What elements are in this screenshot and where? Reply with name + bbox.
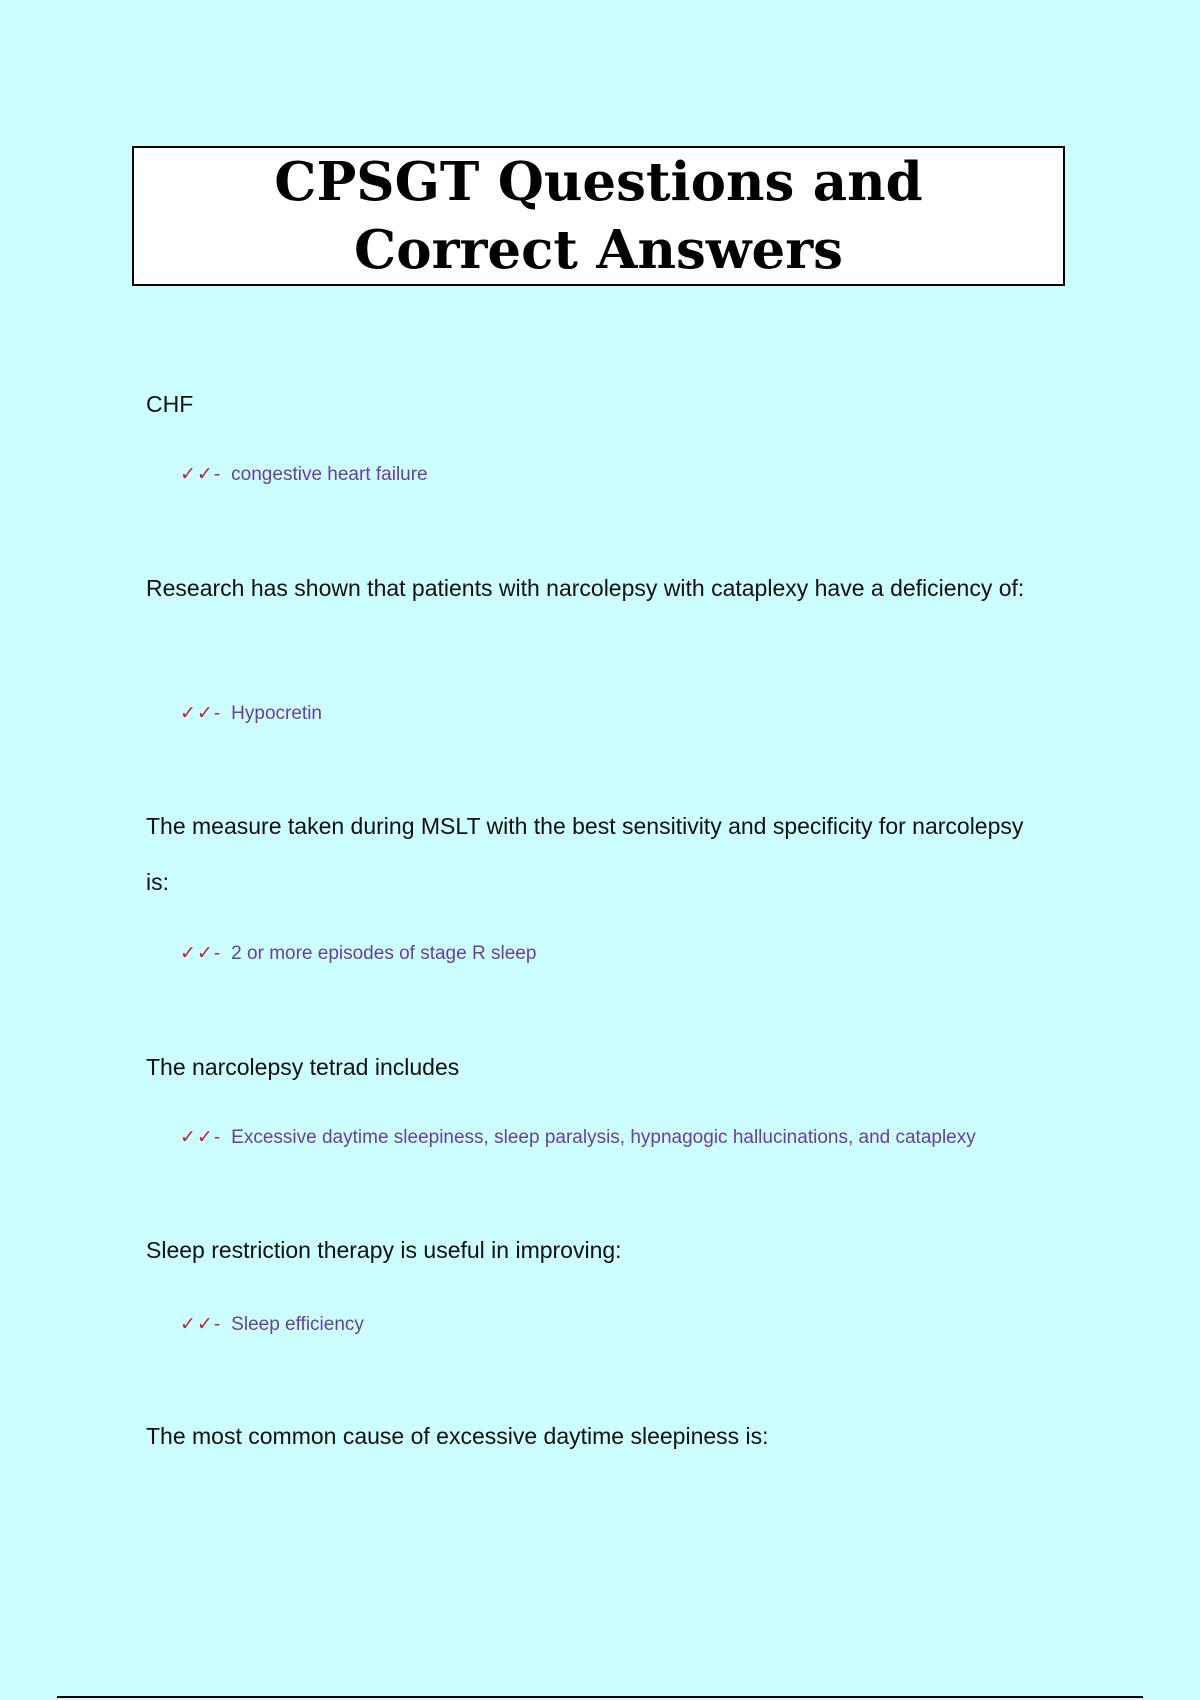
answer-line	[180, 1313, 364, 1336]
check-mark-icon: ✓✓-	[180, 464, 222, 485]
answer-line	[180, 463, 428, 486]
answer-line	[180, 1126, 976, 1149]
check-mark-icon: ✓✓-	[180, 703, 222, 724]
question-text: The measure taken during MSLT with the best sensitivity and specificity for narcolepsy is:	[146, 813, 1024, 895]
answer-text: Sleep efficiency	[231, 1314, 364, 1335]
answer-line	[180, 942, 536, 965]
title-box	[132, 146, 1065, 286]
answer-text: congestive heart failure	[231, 464, 428, 485]
question-text: The narcolepsy tetrad includes	[146, 1054, 460, 1080]
answer-text: Excessive daytime sleepiness, sleep paralysis, hypnagogic hallucinations, and cataplexy	[231, 1127, 976, 1148]
check-mark-icon: ✓✓-	[180, 1314, 222, 1335]
answer-text: Hypocretin	[231, 703, 322, 724]
question-text: The most common cause of excessive daytime sleepiness is:	[146, 1423, 769, 1449]
question-text: Sleep restriction therapy is useful in improving:	[146, 1237, 622, 1263]
answer-line	[180, 702, 322, 725]
page-title: CPSGT Questions and Correct Answers	[274, 151, 923, 281]
answer-text: 2 or more episodes of stage R sleep	[231, 943, 537, 964]
check-mark-icon: ✓✓-	[180, 943, 222, 964]
question-text: CHF	[146, 391, 194, 417]
footer-divider	[57, 1696, 1143, 1698]
question-text: Research has shown that patients with narcolepsy with cataplexy have a deficiency of:	[146, 575, 1025, 601]
check-mark-icon: ✓✓-	[180, 1127, 222, 1148]
